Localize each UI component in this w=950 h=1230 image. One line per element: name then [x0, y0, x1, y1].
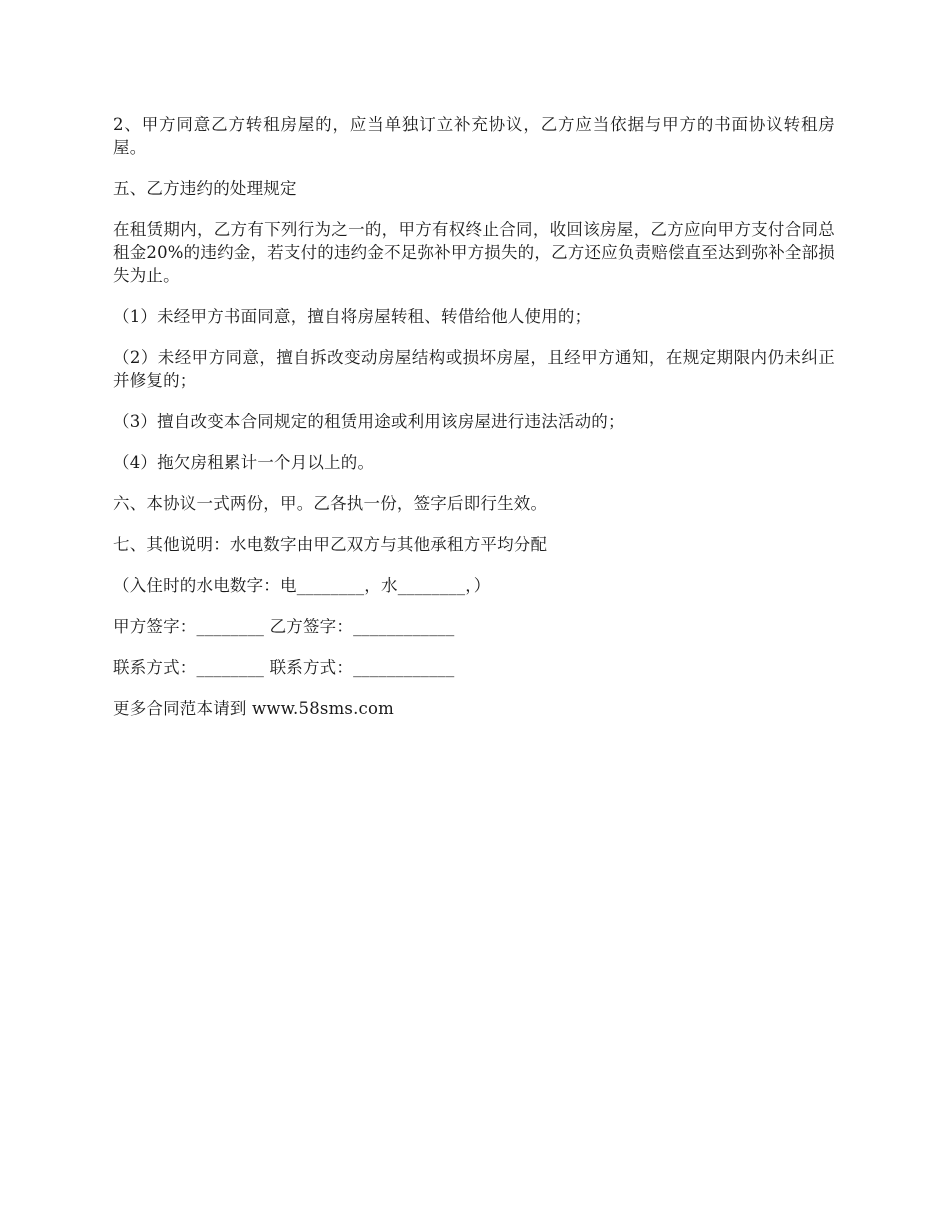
meter-readings-line: （入住时的水电数字：电________，水________，）	[113, 576, 491, 595]
document-body	[113, 113, 835, 738]
party-b-signature-blank: ____________	[353, 617, 455, 636]
signature-line	[113, 615, 835, 638]
party-a-contact-blank: ________	[196, 658, 265, 677]
party-b-signature-label: 乙方签字：	[269, 617, 354, 636]
section-seven-notes: 七、其他说明：水电数字由甲乙双方与其他承租方平均分配	[113, 535, 548, 554]
section-six-copies: 六、本协议一式两份，甲。乙各执一份，签字后即行生效。	[113, 494, 548, 513]
party-b-contact-blank: ____________	[353, 658, 455, 677]
party-b-contact-label: 联系方式：	[269, 658, 354, 677]
breach-item-1: （1）未经甲方书面同意，擅自将房屋转租、转借给他人使用的；	[113, 307, 592, 326]
party-a-signature-label: 甲方签字：	[113, 617, 197, 636]
contact-line	[113, 656, 835, 679]
section-heading-breach: 五、乙方违约的处理规定	[113, 179, 297, 198]
breach-item-3: （3）擅自改变本合同规定的租赁用途或利用该房屋进行违法活动的；	[113, 412, 625, 431]
party-a-contact-label: 联系方式：	[113, 658, 197, 677]
clause-breach-penalty: 在租赁期内，乙方有下列行为之一的，甲方有权终止合同，收回该房屋，乙方应向甲方支付合同总租金20%的违约金，若支付的违约金不足弥补甲方损失的，乙方还应负责赔偿直至达到弥补全部损失为止。	[113, 220, 835, 285]
clause-sublet-agreement: 2、甲方同意乙方转租房屋的，应当单独订立补充协议，乙方应当依据与甲方的书面协议转租房屋。	[113, 115, 835, 157]
footer-more-templates: 更多合同范本请到 www.58sms.com	[113, 699, 394, 718]
breach-item-2: （2）未经甲方同意，擅自拆改变动房屋结构或损坏房屋，且经甲方通知，在规定期限内仍未纠正并修复的；	[113, 348, 835, 390]
breach-item-4: （4）拖欠房租累计一个月以上的。	[113, 453, 375, 472]
party-a-signature-blank: ________	[196, 617, 265, 636]
